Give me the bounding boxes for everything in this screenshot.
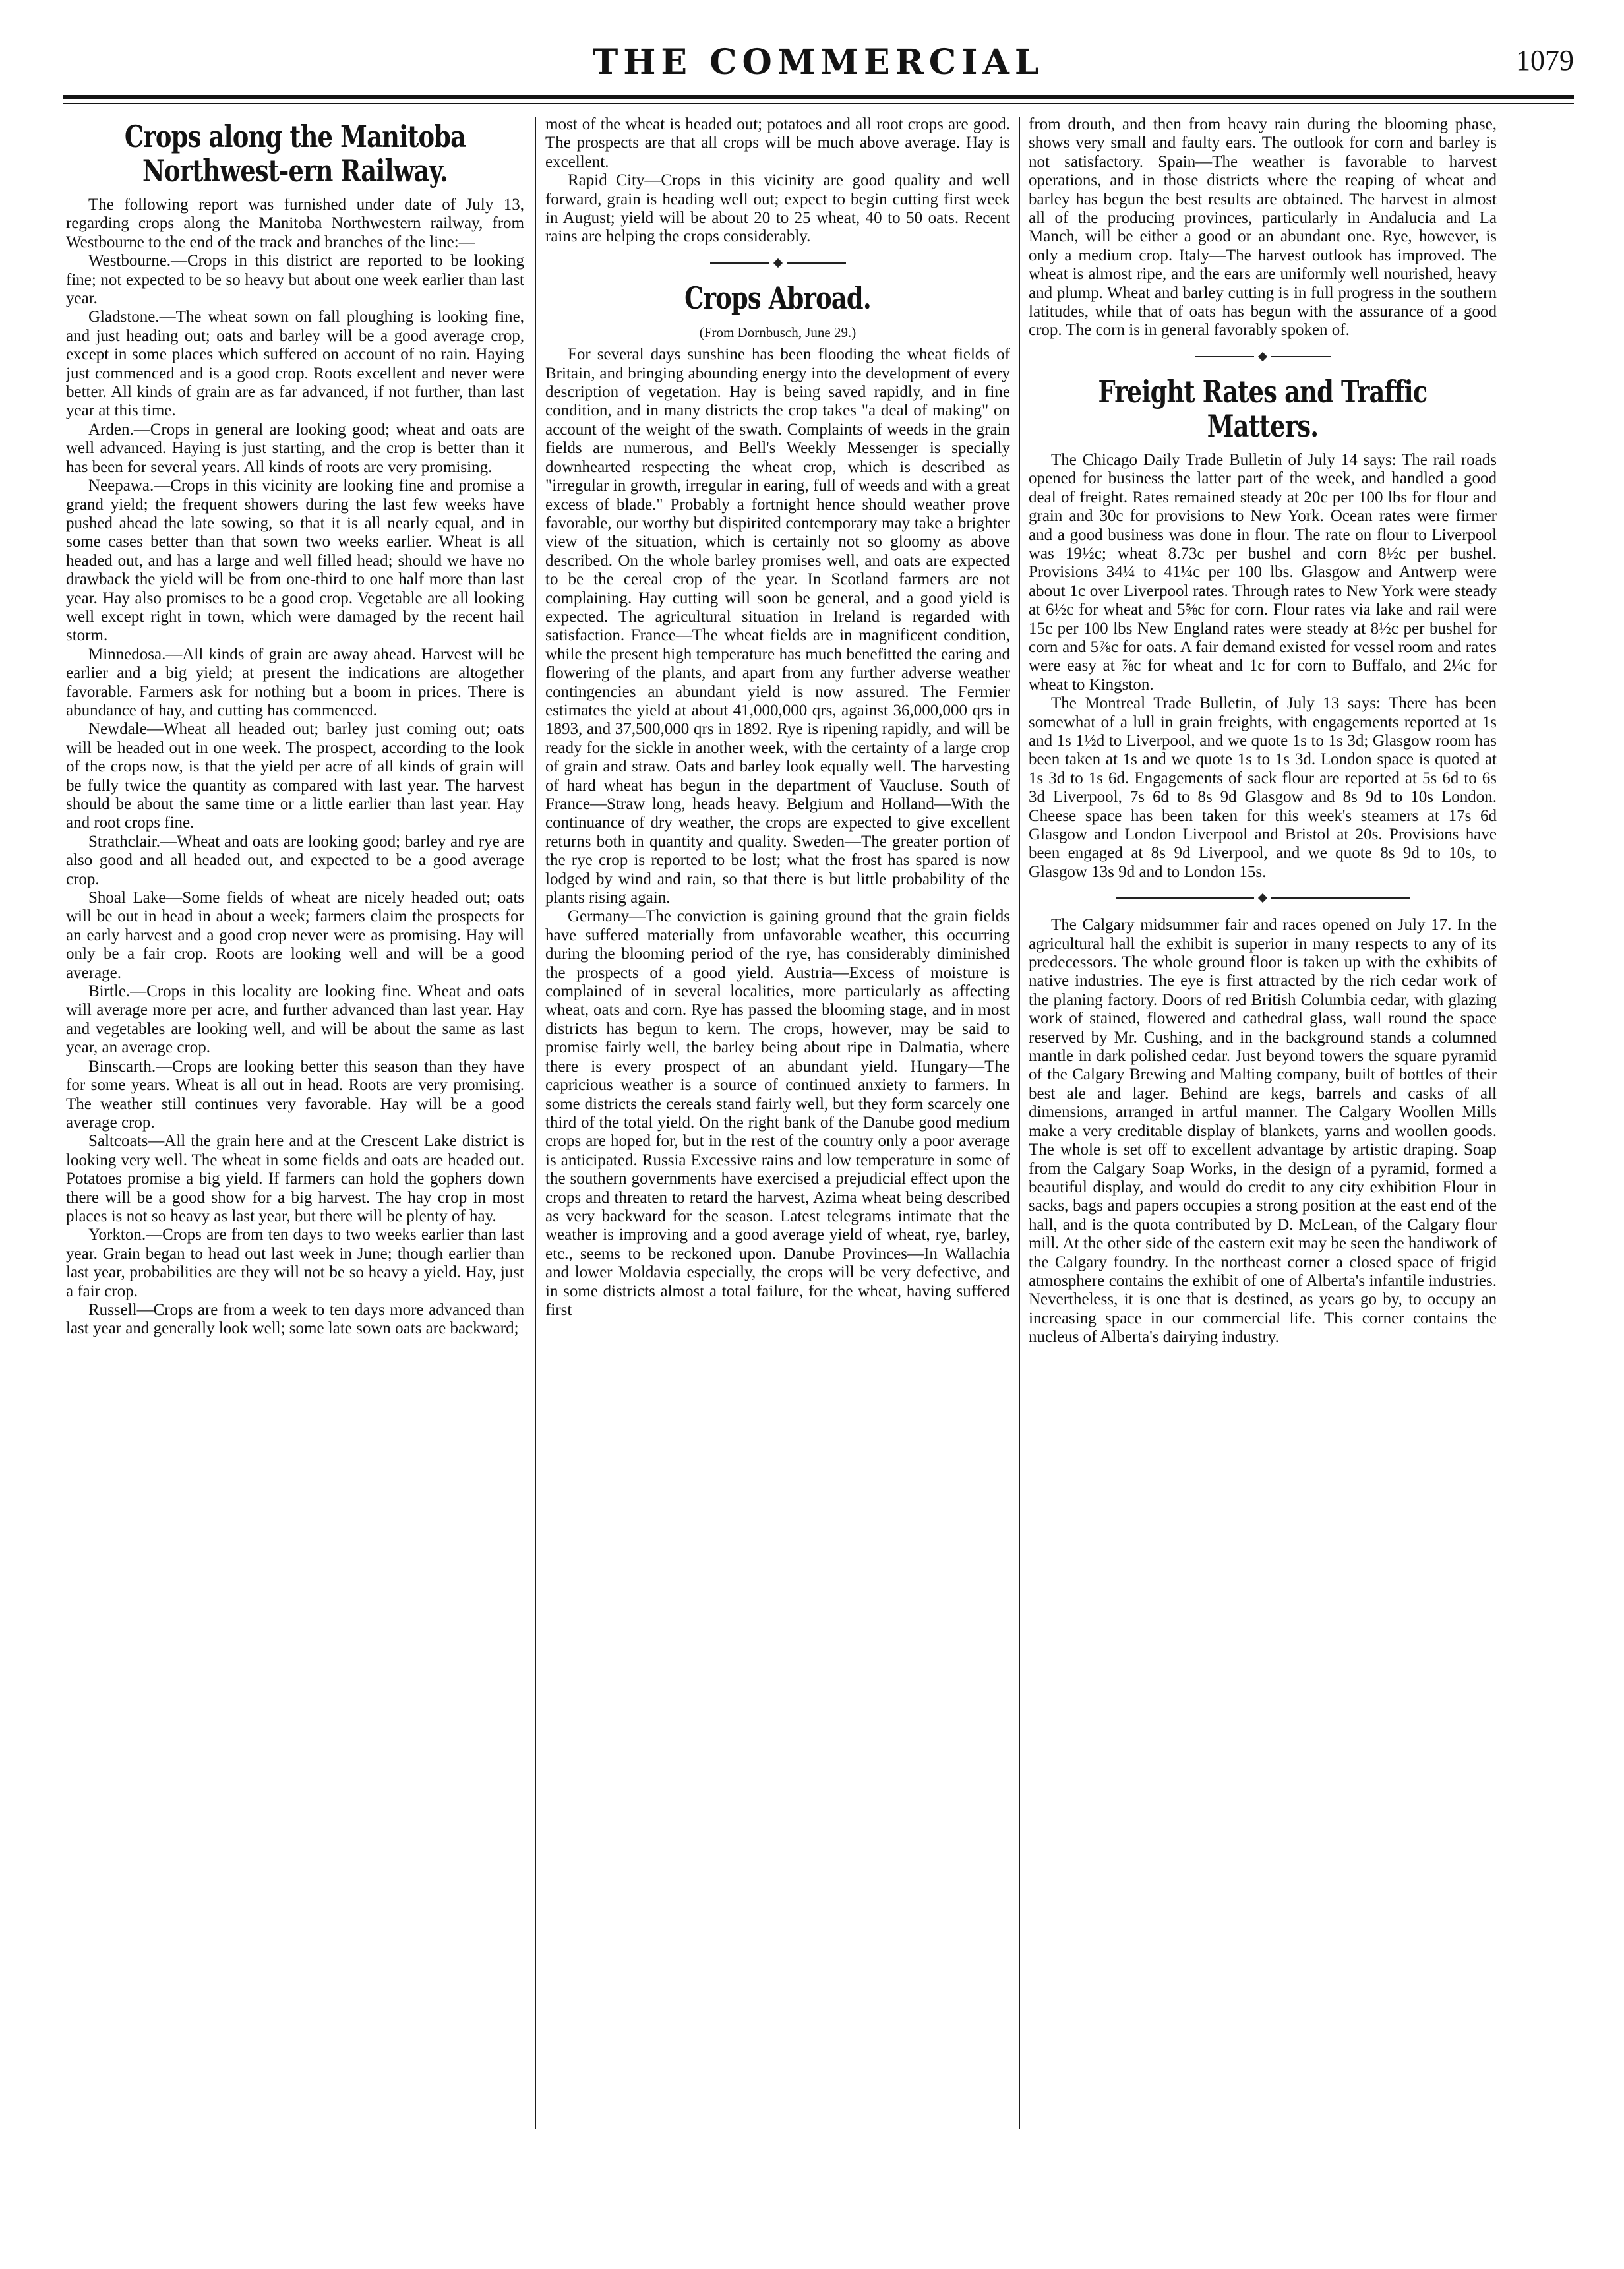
manitoba-paragraph: Binscarth.—Crops are looking better this season than they have for some years. Wheat is all out in head. Roots are very promising. The weather still continues very favorable. Hay will be a good average crop. <box>66 1057 524 1132</box>
calgary-paragraph: The Calgary midsummer fair and races opened on July 17. In the agricultural hall the exhibit is superior in many respects to any of its predecessors. The whole ground floor is taken up with the exhibits of native industries. The eye is first attracted by the rich cedar work of the planing factory. Doors of red British Columbia cedar, with glazing work of stained, flowered and cathedral glass, wall round the space reserved by Mr. Cushing, and in the background stands a columned mantle in dark polished cedar. Just beyond towers the square pyramid of the Calgary Brewing and Malting company, built of bottles of their best ale and lager. Behind are kegs, barrels and casks of all dimensions, arranged in artful manner. The Calgary Woollen Mills make a very creditable display of blankets, yarns and woollen goods. The whole is set off to excellent advantage by artistic draping. Soap from the Calgary Soap Works, in the design of a pyramid, formed a beautiful display, and would do credit to any city exhibition Flour in sacks, bags and papers occupies a strong position at the east end of the hall, and is the quota contributed by D. McLean, of the Calgary flour mill. At the other side of the eastern exit may be seen the handiwork of the Calgary foundry. In the northeast corner a closed space of frigid atmosphere contains the exhibit of one of Alberta's infantile industries. Nevertheless, it is one that is destined, as years go by, to occupy an increasing space in our commercial life. This corner contains the nucleus of Alberta's dairying industry. <box>1029 916 1497 1346</box>
newspaper-title: THE COMMERCIAL <box>592 42 1044 82</box>
manitoba-paragraph: Gladstone.—The wheat sown on fall ploughing is looking fine, and just heading out; oats and barley will be a good average crop, except in some places which suffered on account of no rain. Haying just commenced and is a good crop. Roots excellent and never were better. All kinds of grain are as far advanced, if not further, than last year at this time. <box>66 308 524 420</box>
manitoba-intro: The following report was furnished under date of July 13, regarding crops along the Manitoba Northwestern railway, from Westbourne to the end of the track and branches of the line:— <box>66 196 524 251</box>
manitoba-paragraph: Neepawa.—Crops in this vicinity are looking fine and promise a grand yield; the frequent showers during the last few weeks have pushed ahead the late sowing, so that it is all nearly equal, and in some cases better than that sown two weeks earlier. Wheat is all headed out, and has a large and well filled head; should we have no drawback the yield will be from one-third to one half more than last year. Hay also promises to be a good crop. Vegetable are all looking well except right in town, which were damaged by the recent hail storm. <box>66 477 524 645</box>
abroad-paragraph: For several days sunshine has been flooding the wheat fields of Britain, and bringing abounding energy into the development of every description of vegetation. Hay is being saved rapidly, and in fine condition, and in many districts the crop takes "a deal of making" on account of the weight of the swath. Complaints of weeds in the grain fields are numerous, and Bell's Weekly Messenger is specially downhearted respecting the wheat crop, which is described as "irregular in growth, irregular in earing, full of weeds and with a great excess of blade." Probably a fortnight hence should weather prove favorable, our worthy but dispirited contemporary may take a brighter view of the situation, which is certainly not so gloomy as above described. On the whole barley promises well, and oats are expected to be the cereal crop of the year. In Scotland farmers are not complaining. Hay cutting will soon be general, and a good yield is expected. The agricultural situation in Ireland is regarded with satisfaction. France—The wheat fields are in magnificent condition, while the present high temperature has much benefitted the earing and flowering of the plants, and apart from any further adverse weather contingencies an abundant yield is now assured. The Fermier estimates the yield at about 41,000,000 qrs, against 36,000,000 qrs in 1893, and 37,500,000 qrs in 1892. Rye is ripening rapidly, and will be ready for the sickle in another week, with the certainty of a large crop of grain and straw. Oats and barley look equally well. The harvesting of hard wheat has begun in the department of Vaucluse. South of France—Straw long, heads heavy. Belgium and Holland—With the continuance of dry weather, the crops are expected to give excellent returns both in quantity and quality. Sweden—The greater portion of the rye crop is reported to be lost; what the frost has spared is now lodged by wind and rain, so that there is but little probability of the plants rising again. <box>545 346 1010 907</box>
page-number: 1079 <box>1516 44 1574 76</box>
header-rule-thin <box>63 103 1574 104</box>
article-source: (From Dornbusch, June 29.) <box>699 324 857 340</box>
manitoba-paragraph: Minnedosa.—All kinds of grain are away ahead. Harvest will be earlier and a big yield; at present the indications are altogether favorable. Farmers ask for nothing but a boom in prices. There is abundance of hay, and cutting has commenced. <box>66 645 524 719</box>
section-separator <box>1029 895 1497 901</box>
header-rule-thick <box>63 95 1574 99</box>
abroad-continued: from drouth, and then from heavy rain during the blooming phase, shows very small and faulty ears. The outlook for corn and barley is not satisfactory. Spain—The weather is favorable to harvest operations, and in those districts where the reaping of wheat and barley has begun the best results are obtained. The harvest in almost all of the producing provinces, particularly in Andalucia and La Manch, will be either a good or an abundant one. Rye, however, is only a medium crop. Italy—The harvest outlook has improved. The wheat is almost ripe, and the ears are uniformly well nourished, heavy and plump. Wheat and barley cutting is in full progress in the southern latitudes, while that of oats has begun with the assurance of a good crop. The corn is in general favorably spoken of. <box>1029 115 1497 340</box>
headline-crops-abroad: Crops Abroad. <box>684 280 871 316</box>
freight-paragraph: The Chicago Daily Trade Bulletin of July 14 says: The rail roads opened for business the latter part of the week, and handled a good deal of freight. Rates remained steady at 20c per 100 lbs for flour and grain and 30c for provisions to New York. Ocean rates were firmer and a good business was done in flour. The rate on flour to Liverpool was 19½c; wheat 8.73c per bushel and corn 8½c per bushel. Provisions 34¼ to 41¼c per 100 lbs. Glasgow and Antwerp were about 1c over Liverpool rates. Through rates to New York were steady at 6½c for wheat and 5⅝c for corn. Flour rates via lake and rail were 15c per 100 lbs New England rates were steady at 8½c per bushel for corn and 5⅞c for oats. A fair demand existed for vessel room and rates were easy at ⅞c for wheat and 1c for corn to Buffalo, and 2¼c for wheat to Kingston. <box>1029 450 1497 694</box>
headline-manitoba: Crops along the Manitoba Northwest-ern Railway. <box>124 119 466 189</box>
manitoba-continued: most of the wheat is headed out; potatoes and all root crops are good. The prospects are that all crops will be much above average. Hay is excellent. <box>545 115 1010 171</box>
section-separator <box>545 260 1010 266</box>
manitoba-paragraph: Newdale—Wheat all headed out; barley just coming out; oats will be headed out in one week. The prospect, according to the look of the crops now, is that the yield per acre of all kinds of grain will be fully twice the quantity as compared with last year. The harvest should be about the same time or a little earlier than last year. Hay and root crops fine. <box>66 720 524 832</box>
column-1 <box>66 115 524 2130</box>
manitoba-paragraph: Saltcoats—All the grain here and at the Crescent Lake district is looking very well. The wheat in some fields and oats are headed out. Potatoes promise a big yield. If farmers can hold the gophers down there will be a good show for a big harvest. The hay crop in most places is not so heavy as last year, but there will be plenty of hay. <box>66 1132 524 1225</box>
manitoba-paragraph: Yorkton.—Crops are from ten days to two weeks earlier than last year. Grain began to head out last week in June; though earlier than last year, probabilities are they will not be so heavy a yield. Hay, just a fair crop. <box>66 1226 524 1300</box>
column-divider <box>535 117 536 2129</box>
headline-freight-rates: Freight Rates and Traffic Matters. <box>1098 373 1428 444</box>
manitoba-paragraph: Russell—Crops are from a week to ten days more advanced than last year and generally look well; some late sown oats are backward; <box>66 1300 524 1338</box>
manitoba-paragraph: Arden.—Crops in general are looking good; wheat and oats are well advanced. Haying is just starting, and the crop is better than it has been for several years. All kinds of roots are very promising. <box>66 420 524 476</box>
manitoba-rapid-city: Rapid City—Crops in this vicinity are good quality and well forward, grain is heading well out; expect to begin cutting first week in August; yield will be about 20 to 25 wheat, 40 to 50 oats. Recent rains are helping the crops considerably. <box>545 171 1010 246</box>
abroad-paragraph: Germany—The conviction is gaining ground that the grain fields have suffered materially from unfavorable weather, this occurring during the blooming period of the rye, has considerably diminished the prospects of a good yield. Austria—Excess of moisture is complained of in several localities, more particularly as affecting wheat, oats and corn. Rye has passed the blooming stage, and in most districts has begun to kern. The crops, however, may be said to promise fairly well, the barley being about ripe in Dalmatia, where there is every prospect of an abundant yield. Hungary—The capricious weather is a source of continued anxiety to farmers. In some districts the cereals stand fairly well, but they form scarcely one third of the total yield. On the right bank of the Danube good medium crops are hoped for, but in the rest of the country only a poor average is anticipated. Russia Excessive rains and low temperature in some of the southern governments have exercised a prejudicial effect upon the crops and threaten to retard the harvest, Azima wheat being described as very backward for the season. Latest telegrams intimate that the weather is improving and a good average yield of wheat, rye, barley, etc., seems to be reckoned upon. Danube Provinces—In Wallachia and lower Moldavia especially, the crops will be very defective, and in some districts almost a total failure, for the wheat, having suffered first <box>545 907 1010 1319</box>
freight-paragraph: The Montreal Trade Bulletin, of July 13 says: There has been somewhat of a lull in grain freights, with engagements reported at 1s and 1s 1½d to Liverpool, and we quote 1s to 1s 3d; Glasgow room has been taken at 1s and we quote 1s to 1s 3d. London space is quoted at 1s 3d to 1s 6d. Engagements of sack flour are reported at 5s 6d to 6s 3d Liverpool, 7s 6d to 8s 9d Glasgow and 8s 9d to 10s London. Cheese space has been taken for this week's steamers at 17s 6d Glasgow and London Liverpool and Bristol at 20s. Provisions have been engaged at 8s 9d Liverpool, and we quote 8s 9d to 10s, to Glasgow 13s 9d and to London 15s. <box>1029 694 1497 881</box>
manitoba-paragraph: Westbourne.—Crops in this district are reported to be looking fine; not expected to be so heavy but about one week earlier than last year. <box>66 252 524 308</box>
manitoba-paragraph: Birtle.—Crops in this locality are looking fine. Wheat and oats will average more per acre, and further advanced than last year. Hay and vegetables are looking well, and will be about the same as last year, an average crop. <box>66 983 524 1057</box>
masthead <box>63 26 1574 96</box>
column-2 <box>545 115 1010 2130</box>
column-divider <box>1019 117 1020 2129</box>
column-3 <box>1029 115 1497 2130</box>
manitoba-paragraph: Shoal Lake—Some fields of wheat are nicely headed out; oats will be out in head in about a week; farmers claim the prospects for an early harvest and a good crop never were as promising. Hay will only be a fair crop. Roots are looking well and will be a good average. <box>66 889 524 982</box>
section-separator <box>1029 353 1497 360</box>
manitoba-paragraph: Strathclair.—Wheat and oats are looking good; barley and rye are also good and all headed out, and expected to be a good average crop. <box>66 832 524 888</box>
